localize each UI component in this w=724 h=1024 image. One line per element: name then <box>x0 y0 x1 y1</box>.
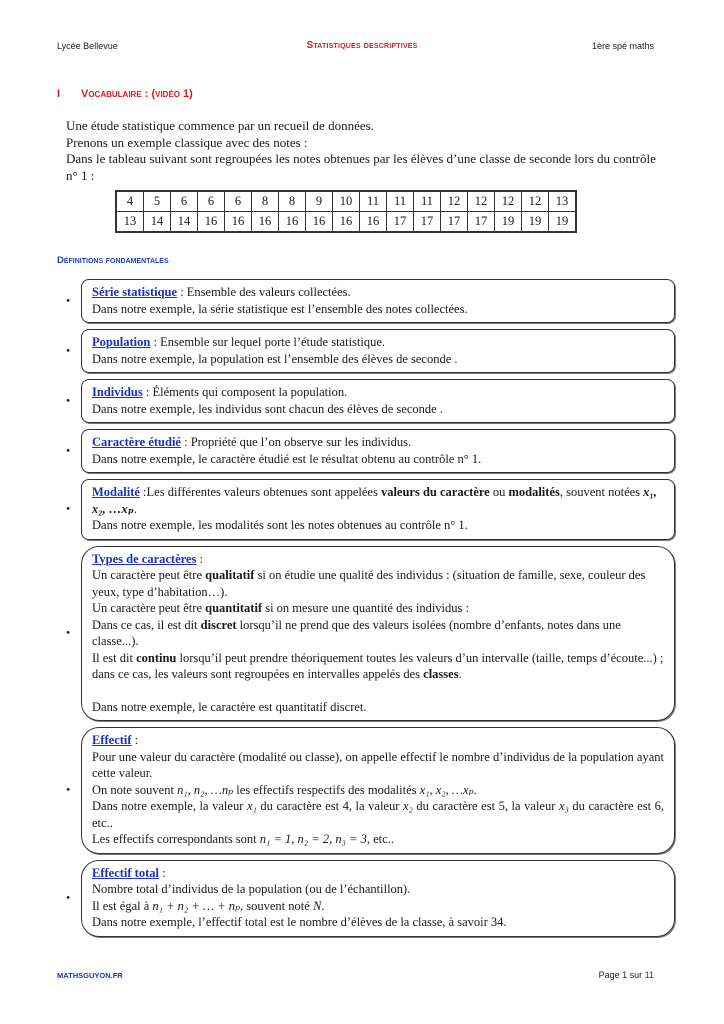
bullet-icon: • <box>66 782 71 797</box>
math-text: x₃ <box>558 799 569 813</box>
math-text: N <box>312 898 322 913</box>
definition-text: , souvent noté <box>240 898 313 913</box>
definition-text: : Propriété que l’on observe sur les individus. <box>180 435 412 449</box>
example-text: Dans notre exemple, la population est l’ensemble des élèves de seconde . <box>92 351 458 366</box>
math-text: x₁ <box>246 799 257 813</box>
table-cell: 16 <box>279 212 306 233</box>
table-row <box>116 191 576 212</box>
definition-text: :Les différentes valeurs obtenues sont appelées <box>139 485 381 499</box>
table-row <box>116 212 576 233</box>
definition-text: , etc.. <box>366 832 394 846</box>
table-cell: 17 <box>414 212 441 233</box>
definition-text: lorsqu’il ne prend que des valeurs isolées (nombre d’enfants, notes dans une classe...). <box>92 617 621 648</box>
definition-caractere <box>66 429 686 473</box>
example-text: Dans notre exemple, le caractère étudié est le résultat obtenu au contrôle n° 1. <box>92 451 482 466</box>
example-text: Dans notre exemple, les individus sont chacun des élèves de seconde . <box>92 401 443 416</box>
table-cell: 12 <box>468 191 495 212</box>
definition-effectif-total <box>66 860 686 937</box>
table-cell: 12 <box>495 191 522 212</box>
definition-text: . <box>458 667 462 681</box>
table-cell: 19 <box>495 212 522 233</box>
table-cell: 12 <box>522 191 549 212</box>
bold-text: valeurs du caractère <box>380 485 490 499</box>
bullet-icon: • <box>66 890 71 905</box>
intro-line: Prenons un exemple classique avec des notes : <box>66 134 308 150</box>
bold-text: modalités <box>508 485 560 499</box>
definition-types <box>66 546 686 722</box>
math-text: n₁, n₂, …nₚ <box>177 782 234 797</box>
example-text: Dans notre exemple, les modalités sont les notes obtenues au contrôle n° 1. <box>92 518 468 532</box>
definition-text: Nombre total d’individus de la population (ou de l’échantillon). <box>92 882 411 896</box>
page-prefix: Page 1 sur <box>598 970 645 980</box>
term-modalite: Modalité <box>92 485 140 499</box>
section-title <box>57 88 193 100</box>
bold-text: quantitatif <box>205 601 263 615</box>
footer-page-number <box>599 970 654 980</box>
table-cell: 8 <box>279 191 306 212</box>
definition-box <box>81 479 675 540</box>
table-cell: 14 <box>144 212 171 233</box>
table-cell: 11 <box>387 191 414 212</box>
math-text: x₁, x₂, …xₚ <box>92 485 657 516</box>
table-cell: 13 <box>116 212 144 233</box>
term-population: Population <box>92 335 151 349</box>
table-cell: 6 <box>225 191 252 212</box>
definition-text: Il est dit <box>92 650 137 665</box>
definition-box <box>81 279 675 323</box>
bullet-icon: • <box>66 393 71 408</box>
term-serie: Série statistique <box>92 285 178 299</box>
table-cell: 16 <box>333 212 360 233</box>
table-cell: 17 <box>387 212 414 233</box>
definition-text: Un caractère peut être <box>92 601 206 615</box>
definition-text: Il est égal à <box>92 898 153 913</box>
definition-text: Dans ce cas, il est dit <box>92 617 201 632</box>
table-cell: 14 <box>171 212 198 233</box>
math-text: n₁ = 1, n₂ = 2, n₃ = 3 <box>259 832 367 846</box>
definition-text: du caractère est 4, la valeur <box>256 799 403 813</box>
term-individus: Individus <box>92 385 143 399</box>
term-effectif-total: Effectif total <box>92 865 159 880</box>
intro-line: Une étude statistique commence par un recueil de données. <box>66 118 374 133</box>
term-types: Types de caractères <box>92 551 197 566</box>
table-cell: 6 <box>171 191 198 212</box>
definition-text: du caractère est 6, etc.. <box>92 799 664 830</box>
definition-text: : <box>158 865 166 880</box>
definition-text: Dans notre exemple, la valeur <box>92 799 247 813</box>
definition-box <box>81 329 675 373</box>
example-text: Dans notre exemple, le caractère est quantitatif discret. <box>92 699 367 714</box>
definition-text: si on étudie une qualité des individus : (situation de famille, sexe, couleur des yeux, type d’habitation…). <box>92 568 646 599</box>
section-number: I <box>57 88 61 100</box>
table-cell: 19 <box>549 212 577 233</box>
definition-text: Les effectifs correspondants sont <box>92 832 260 846</box>
table-cell: 16 <box>225 212 252 233</box>
header-title: Statistiques descriptives <box>306 40 418 51</box>
table-cell: 17 <box>468 212 495 233</box>
math-text: x₁, x₂, …xₚ <box>419 782 474 797</box>
definition-individus <box>66 379 686 423</box>
table-cell: 16 <box>198 212 225 233</box>
table-cell: 16 <box>306 212 333 233</box>
bullet-icon: • <box>66 501 71 516</box>
definition-text: si on mesure une quantité des individus : <box>262 601 469 615</box>
definition-box <box>81 546 675 722</box>
table-cell: 11 <box>414 191 441 212</box>
definition-text: les effectifs respectifs des modalités <box>233 782 420 797</box>
definition-text: . <box>321 898 325 913</box>
definition-box <box>81 379 675 423</box>
table-cell: 16 <box>360 212 387 233</box>
example-text: Dans notre exemple, l’effectif total est le nombre d’élèves de la classe, à savoir 34. <box>92 915 507 929</box>
definition-text: : Ensemble des valeurs collectées. <box>177 285 351 299</box>
bold-text: discret <box>200 617 237 632</box>
total-pages: 11 <box>644 970 654 980</box>
definition-text: lorsqu’il peut prendre théoriquement toutes les valeurs d’un intervalle (taille, temps d’écoute...) ; dans ce cas, les valeurs sont regroupées en intervalles appelés des <box>92 650 664 681</box>
section-title-text: Vocabulaire : (vidéo 1) <box>81 88 193 100</box>
header-school: Lycée Bellevue <box>57 41 118 51</box>
term-caractere: Caractère étudié <box>92 435 181 449</box>
bullet-icon: • <box>66 293 71 308</box>
table-cell: 6 <box>198 191 225 212</box>
table-cell: 12 <box>441 191 468 212</box>
definition-text: . <box>133 501 137 516</box>
table-cell: 11 <box>360 191 387 212</box>
table-cell: 16 <box>252 212 279 233</box>
definition-text: : Ensemble sur lequel porte l’étude statistique. <box>150 335 386 349</box>
definition-text: : <box>131 733 139 747</box>
definition-text: : Éléments qui composent la population. <box>142 385 348 399</box>
header-class: 1ère spé maths <box>591 41 654 51</box>
footer-website: MATHSGUYON.FR <box>57 971 123 980</box>
notes-table <box>115 190 577 233</box>
definition-text: Pour une valeur du caractère (modalité ou classe), on appelle effectif le nombre d’individus de la population ayant cette valeur. <box>92 749 664 780</box>
definition-modalite <box>66 479 686 540</box>
definition-box <box>81 727 675 854</box>
example-text: Dans notre exemple, la série statistique est l’ensemble des notes collectées. <box>92 301 468 316</box>
definition-text: On note souvent <box>92 782 178 797</box>
definition-effectif <box>66 727 686 854</box>
definition-text: . <box>473 782 477 797</box>
bold-text: classes <box>423 667 459 681</box>
definition-box <box>81 860 675 937</box>
bullet-icon: • <box>66 443 71 458</box>
definition-text: Un caractère peut être <box>92 568 206 582</box>
math-text: n₁ + n₂ + … + nₚ <box>152 898 241 913</box>
subsection-title: Définitions fondamentales <box>57 255 169 266</box>
bold-text: continu <box>136 650 177 665</box>
definition-text: : <box>196 551 203 566</box>
math-text: x₂ <box>402 799 413 813</box>
definition-text: ou <box>489 485 509 499</box>
table-cell: 5 <box>144 191 171 212</box>
definition-text: , souvent notées <box>559 485 644 499</box>
bullet-icon: • <box>66 625 71 640</box>
table-cell: 10 <box>333 191 360 212</box>
intro-line: Dans le tableau suivant sont regroupées les notes obtenues par les élèves d’une classe de seconde lors du contrôle n° 1 : <box>66 151 656 183</box>
definition-population <box>66 329 686 373</box>
intro-paragraph <box>66 118 666 184</box>
table-cell: 13 <box>549 191 577 212</box>
table-cell: 17 <box>441 212 468 233</box>
term-effectif: Effectif <box>92 733 132 747</box>
table-cell: 9 <box>306 191 333 212</box>
definitions-list <box>66 279 686 943</box>
definition-text: du caractère est 5, la valeur <box>412 799 559 813</box>
table-cell: 4 <box>116 191 144 212</box>
definition-box <box>81 429 675 473</box>
table-cell: 8 <box>252 191 279 212</box>
definition-serie <box>66 279 686 323</box>
bold-text: qualitatif <box>205 568 255 582</box>
table-cell: 19 <box>522 212 549 233</box>
bullet-icon: • <box>66 343 71 358</box>
